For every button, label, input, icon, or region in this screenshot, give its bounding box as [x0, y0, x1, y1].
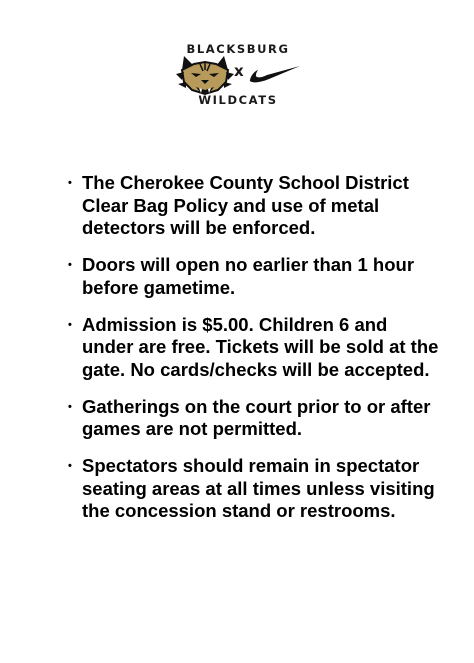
notice-text: The Cherokee County School District Clear Bag Policy and use of metal detectors will be enforced.: [82, 172, 409, 238]
nike-swoosh-icon: [249, 65, 301, 83]
notice-item: [68, 254, 440, 299]
notice-item: [68, 314, 440, 382]
notice-text: Admission is $5.00. Children 6 and under are free. Tickets will be sold at the gate. No cards/checks will be accepted.: [82, 313, 439, 380]
notice-item: [68, 172, 440, 240]
notice-text: Doors will open no earlier than 1 hour before gametime.: [82, 254, 415, 298]
notice-item: [68, 455, 440, 523]
bullet: •: [68, 177, 72, 189]
notice-text: Gatherings on the court prior to or after games are not permitted.: [82, 395, 431, 439]
logo-lockup: [0, 38, 474, 118]
notice-item: [68, 396, 440, 441]
bullet: •: [68, 259, 72, 271]
bullet: •: [68, 460, 72, 472]
notice-list: [68, 172, 440, 537]
school-name: BLACKSBURG: [186, 42, 290, 56]
mascot-name: WILDCATS: [198, 93, 278, 107]
separator-x: x: [234, 62, 244, 80]
bullet: •: [68, 400, 72, 413]
wildcat-head-icon: [174, 52, 236, 96]
bullet: •: [68, 318, 72, 331]
notice-text: Spectators should remain in spectator seating areas at all times unless visiting the concession stand or restrooms.: [82, 455, 435, 521]
